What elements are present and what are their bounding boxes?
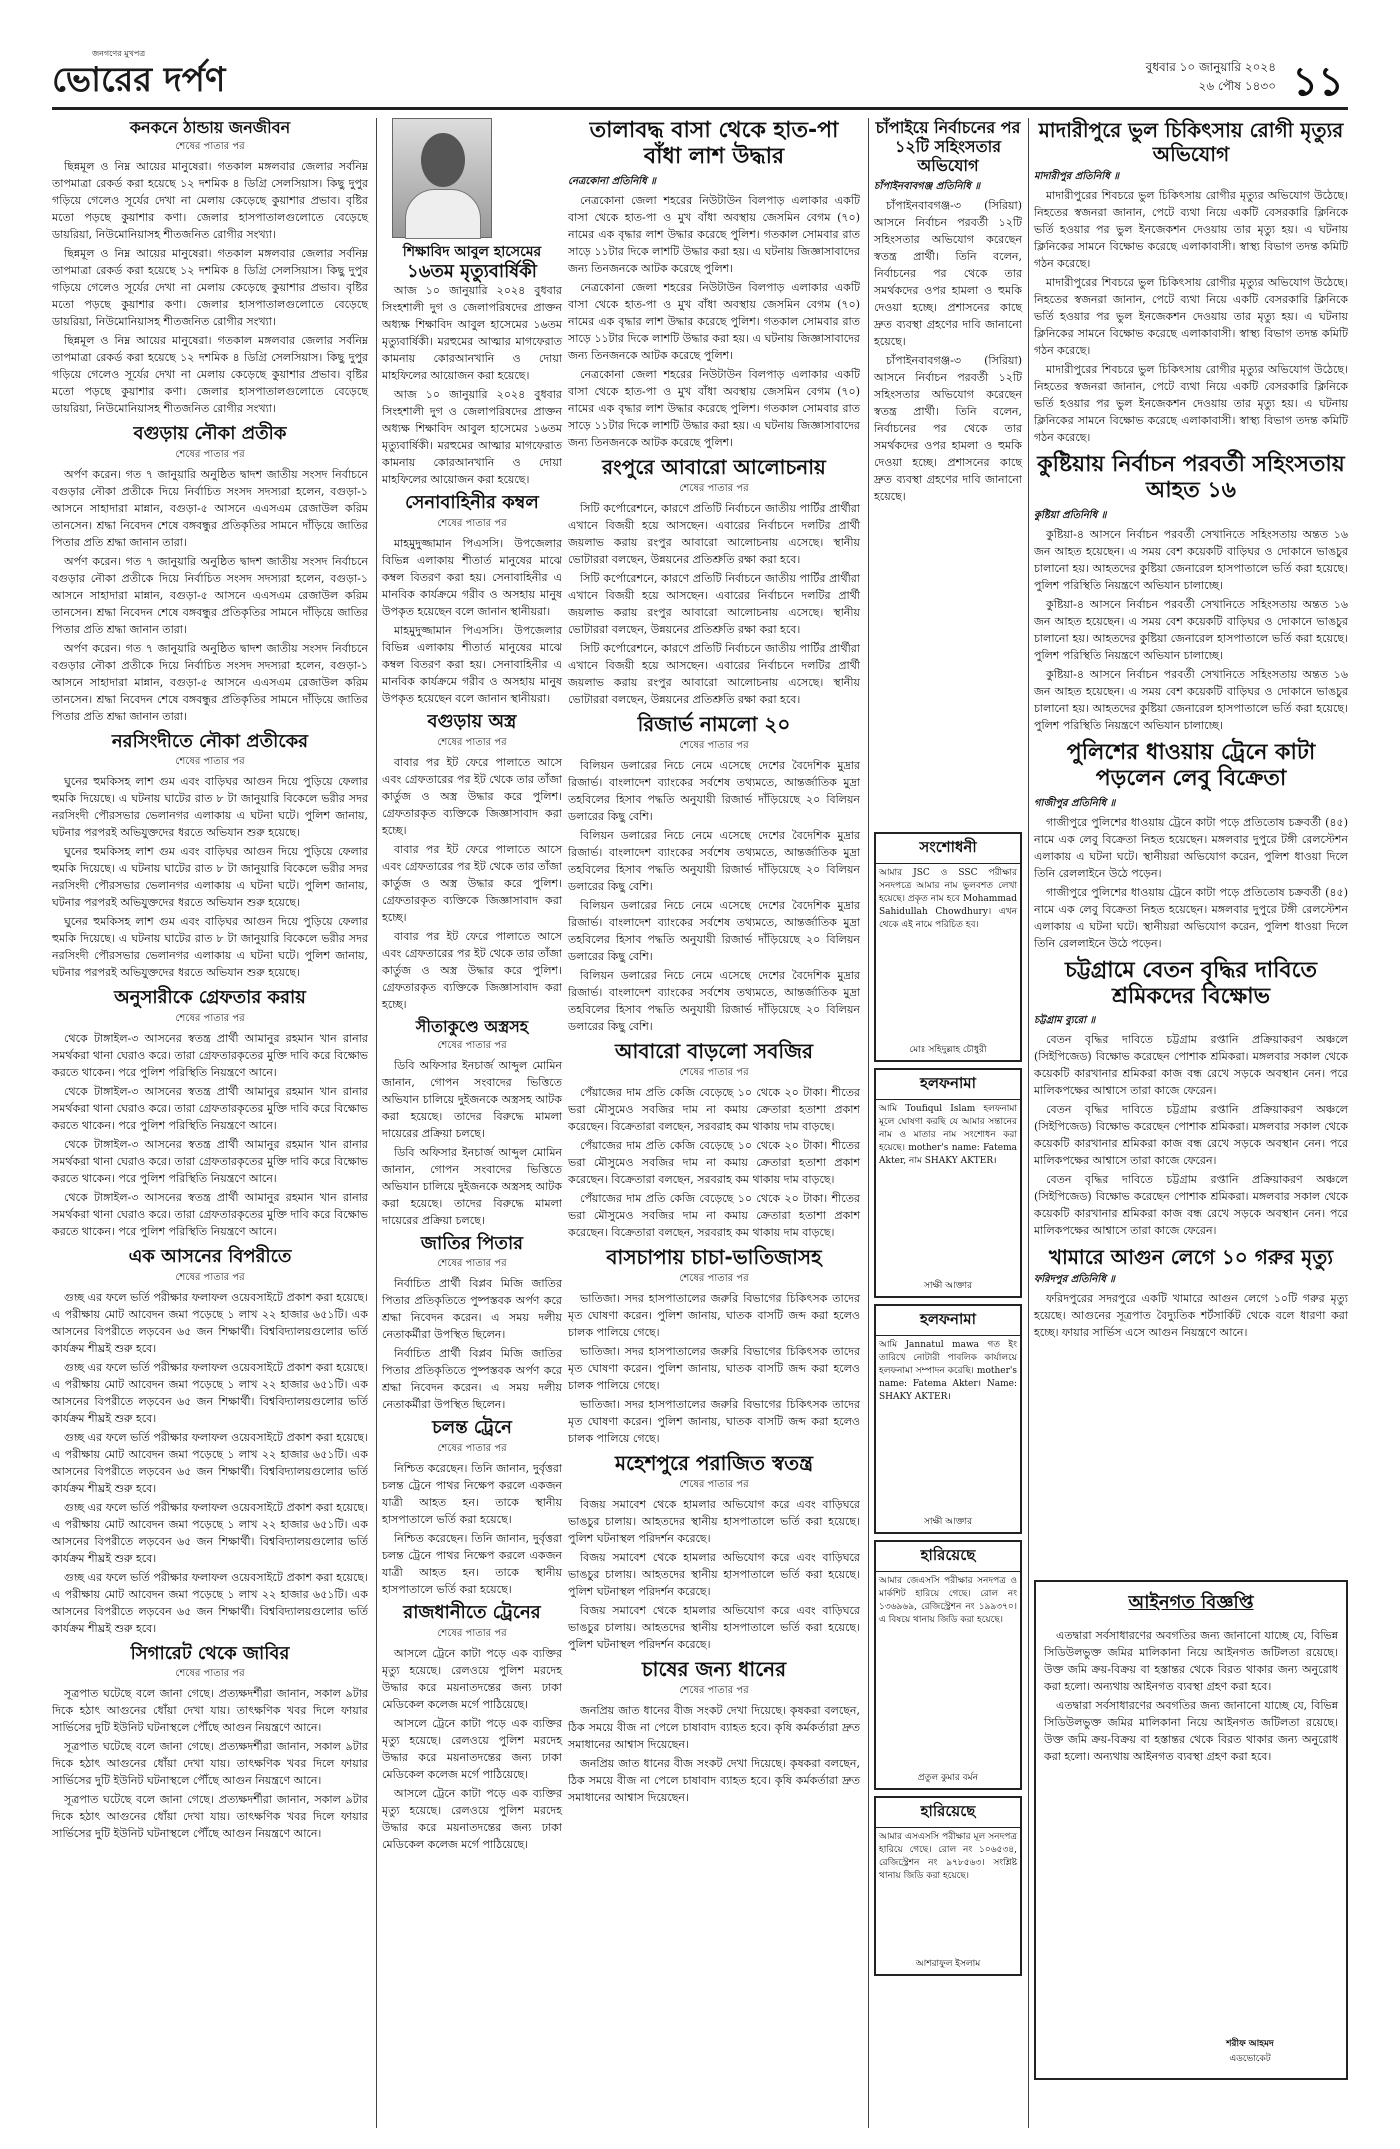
article-body: অর্পণ করেন। গত ৭ জানুয়ারি অনুষ্ঠিত দ্বাদশ জাতীয় সংসদ নির্বাচনে বগুড়ার নৌকা প্রতীকে দিয়ে নির্বাচিত সংসদ সদস্যরা হলেন, বগুড়া-১ আসনে সাহাদারা মান্নান, বগুড়া-৫ আসনে এএসএম রেজাউল করিম তানসেন। শ্রদ্ধা নিবেদন শেষে বঙ্গবন্ধুর প্রতিকৃতির সামনে দাঁড়িয়ে জাতির পিতার প্রতি শ্রদ্ধা জানান তারা। bbox=[52, 554, 368, 636]
continued-label: শেষের পাতার পর bbox=[679, 739, 749, 751]
headline: রাজধানীতে ট্রেনের bbox=[403, 1601, 541, 1623]
article-body: নির্বাচিত প্রার্থী বিপ্লব মিজি জাতির পিতার প্রতিকৃতিতে পুষ্পস্তবক অর্পণ করে শ্রদ্ধা নিবেদন করেন। এ সময় দলীয় নেতাকর্মীরা উপস্থিত ছিলেন। bbox=[382, 1277, 562, 1342]
headline: কুষ্টিয়ায় নির্বাচন পরবর্তী সহিংসতায় আহত ১৬ bbox=[1037, 452, 1345, 504]
byline: চাঁপাইনবাবগঞ্জ প্রতিনিধি ॥ bbox=[874, 180, 981, 192]
headline: কনকনে ঠান্ডায় জনজীবন bbox=[129, 118, 291, 137]
column-divider bbox=[868, 118, 869, 2128]
headline: আবারো বাড়লো সবজির bbox=[615, 1038, 813, 1063]
article-body: বিজয় সমাবেশ থেকে হামলার অভিযোগ করে এবং বাড়িঘরে ভাঙচুর চালায়। আহতদের স্থানীয় হাসপাতালে ভর্তি করা হয়েছে। পুলিশ ঘটনাস্থল পরিদর্শন করেছে। bbox=[568, 1497, 860, 1545]
signature-title: এডভোকেট bbox=[1229, 2054, 1271, 2064]
continued-label: শেষের পাতার পর bbox=[437, 1442, 507, 1454]
article-body: বাবার পর ইট ফেরে পালাতে আসে এবং গ্রেফতারের পর ইট থেকে তার তাঁজা কার্তুজ ও অস্ত্র উদ্ধার করে পুলিশ। গ্রেফতারকৃত ব্যক্তিকে জিজ্ঞাসাবাদ করা হচ্ছে। bbox=[382, 929, 562, 1011]
article-body: গাজীপুরে পুলিশের ধাওয়ায় ট্রেনে কাটা পড়ে প্রতিতোষ চক্রবর্তী (৪৫) নামে এক লেবু বিক্রেতা নিহত হয়েছেন। মঙ্গলবার দুপুরে টঙ্গী রেলস্টেশন এলাকায় এ ঘটনা ঘটে। স্থানীয়রা অভিযোগ করেন, পুলিশ ধাওয়া দিলে তিনি রেললাইনে উঠে পড়েন। bbox=[1034, 815, 1348, 880]
article-body: গুচ্ছ এর ফলে ভর্তি পরীক্ষার ফলাফল ওয়েবসাইটে প্রকাশ করা হয়েছে। এ পরীক্ষায় মোট আবেদন জমা পড়েছে ১ লাখ ২২ হাজার ৬৫১টি। এক আসনের বিপরীতে লড়বেন ৬৫ জন শিক্ষার্থী। বিশ্ববিদ্যালয়গুলোর ভর্তি কার্যক্রম শীঘ্রই শুরু হবে। bbox=[52, 1360, 368, 1425]
article-body: চাঁপাইনবাবগঞ্জ-৩ (সিরিয়া) আসনে নির্বাচন পরবর্তী ১২টি সহিংসতার অভিযোগ করেছেন স্বতন্ত্র প্রার্থী। তিনি বলেন, নির্বাচনের পর থেকে তার সমর্থকদের ওপর হামলা ও হুমকি দেওয়া হচ্ছে। প্রশাসনের কাছে দ্রুত ব্যবস্থা গ্রহণের দাবি জানানো হয়েছে। bbox=[874, 353, 1022, 503]
continued-label: শেষের পাতার পর bbox=[679, 1684, 749, 1696]
article-body: সূত্রপাত ঘটেছে বলে জানা গেছে। প্রত্যক্ষদর্শীরা জানান, সকাল ৯টার দিকে হঠাৎ আগুনের ধোঁয়া দেখা যায়। তাৎক্ষণিক খবর দিলে ফায়ার সার্ভিসের দুটি ইউনিট ঘটনাস্থলে পৌঁছে আগুন নিয়ন্ত্রণে আনে। bbox=[52, 1740, 368, 1788]
article-body: নেত্রকোনা জেলা শহরের নিউটাউন বিলপাড় এলাকার একটি বাসা থেকে হাত-পা ও মুখ বাঁধা অবস্থায় জেসমিন বেগম (৭০) নামের এক বৃদ্ধার লাশ উদ্ধার করেছে পুলিশ। গতকাল সোমবার রাত সাড়ে ১১টার দিকে লাশটি উদ্ধার করা হয়। এ ঘটনায় জিজ্ঞাসাবাদের জন্য তিনজনকে আটক করেছে পুলিশ। bbox=[568, 367, 860, 449]
article-body: ভাতিজা। সদর হাসপাতালের জরুরি বিভাগের চিকিৎসক তাদের মৃত ঘোষণা করেন। পুলিশ জানায়, ঘাতক বাসটি জব্দ করা হলেও চালক পালিয়ে গেছে। bbox=[568, 1344, 860, 1392]
article-body: বাবার পর ইট ফেরে পালাতে আসে এবং গ্রেফতারের পর ইট থেকে তার তাঁজা কার্তুজ ও অস্ত্র উদ্ধার করে পুলিশ। গ্রেফতারকৃত ব্যক্তিকে জিজ্ঞাসাবাদ করা হচ্ছে। bbox=[382, 842, 562, 924]
article-body: মাহমুদুজ্জামান পিএসসি। উপজেলার বিভিন্ন এলাকায় শীতার্ত মানুষের মাঝে কম্বল বিতরণ করা হয়। সেনাবাহিনীর এ মানবিক কার্যক্রমে গরীব ও অসহায় মানুষ উপকৃত হয়েছেন বলে জানান স্থানীয়রা। bbox=[382, 623, 562, 705]
notice-box-lost-2 bbox=[874, 1796, 1022, 1976]
headline: রংপুরে আবারো আলোচনায় bbox=[602, 454, 826, 479]
headline: মহেশপুরে পরাজিত স্বতন্ত্র bbox=[614, 1450, 814, 1475]
headline: সেনাবাহিনীর কম্বল bbox=[405, 492, 539, 514]
article-body: অর্পণ করেন। গত ৭ জানুয়ারি অনুষ্ঠিত দ্বাদশ জাতীয় সংসদ নির্বাচনে বগুড়ার নৌকা প্রতীকে দিয়ে নির্বাচিত সংসদ সদস্যরা হলেন, বগুড়া-১ আসনে সাহাদারা মান্নান, বগুড়া-৫ আসনে এএসএম রেজাউল করিম তানসেন। শ্রদ্ধা নিবেদন শেষে বঙ্গবন্ধুর প্রতিকৃতির সামনে দাঁড়িয়ে জাতির পিতার প্রতি শ্রদ্ধা জানান তারা। bbox=[52, 467, 368, 549]
date-line-2: ২৬ পৌষ ১৪৩০ bbox=[1198, 79, 1276, 93]
article-body: মাহমুদুজ্জামান পিএসসি। উপজেলার বিভিন্ন এলাকায় শীতার্ত মানুষের মাঝে কম্বল বিতরণ করা হয়। সেনাবাহিনীর এ মানবিক কার্যক্রমে গরীব ও অসহায় মানুষ উপকৃত হয়েছেন বলে জানান স্থানীয়রা। bbox=[382, 536, 562, 618]
article-body: পেঁয়াজের দাম প্রতি কেজি বেড়েছে ১০ থেকে ২০ টাকা। শীতের ভরা মৌসুমেও সবজির দাম না কমায় ক্রেতারা হতাশা প্রকাশ করেছেন। বিক্রেতারা বলছেন, সরবরাহ কম থাকায় দাম বাড়ছে। bbox=[568, 1085, 860, 1133]
headline: বগুড়ায় নৌকা প্রতীক bbox=[133, 423, 287, 445]
headline: রিজার্ভ নামলো ২০ bbox=[637, 711, 791, 736]
byline: গাজীপুর প্রতিনিধি ॥ bbox=[1034, 797, 1116, 809]
article-body: বিলিয়ন ডলারের নিচে নেমে এসেছে দেশের বৈদেশিক মুদ্রার রিজার্ভ। বাংলাদেশ ব্যাংকের সর্বশেষ তথ্যমতে, আন্তর্জাতিক মুদ্রা তহবিলের হিসাব পদ্ধতি অনুযায়ী রিজার্ভ দাঁড়িয়েছে ২০ বিলিয়ন ডলারের কিছু বেশি। bbox=[568, 898, 860, 963]
continued-label: শেষের পাতার পর bbox=[679, 1272, 749, 1284]
notice-box-title: হারিয়েছে bbox=[876, 1798, 1020, 1828]
headline: বগুড়ায় অস্ত্র bbox=[427, 710, 517, 732]
article-body: সিটি কর্পোরেশনে, কারণে প্রতিটি নির্বাচনে জাতীয় পার্টির প্রার্থীরা এখানে বিজয়ী হয়ে আসছেন। এবারের নির্বাচনে দলটির প্রার্থী জয়লাভ করায় রংপুর আবারো আলোচনায় এসেছে। স্থানীয় ভোটাররা বলছেন, উন্নয়নের প্রতিশ্রুতি রক্ষা করা হবে। bbox=[568, 641, 860, 706]
notice-box-body: আমার JSC ও SSC পরীক্ষার সনদপত্রে আমার নাম ভুলবশত লেখা হয়েছে। প্রকৃত নাম হবে Mohammad Sahidullah Chowdhury। এখন থেকে এই নামে পরিচিত হব। bbox=[879, 868, 1017, 930]
article-body: বিজয় সমাবেশ থেকে হামলার অভিযোগ করে এবং বাড়িঘরে ভাঙচুর চালায়। আহতদের স্থানীয় হাসপাতালে ভর্তি করা হয়েছে। পুলিশ ঘটনাস্থল পরিদর্শন করেছে। bbox=[568, 1550, 860, 1598]
article-body: ডিবি অফিসার ইনচার্জ আব্দুল মোমিন জানান, গোপন সংবাদের ভিত্তিতে অভিযান চালিয়ে দুইজনকে অস্ত্রসহ আটক করা হয়েছে। তাদের বিরুদ্ধে মামলা দায়েরের প্রক্রিয়া চলছে। bbox=[382, 1058, 562, 1140]
article-body: আজ ১০ জানুয়ারি ২০২৪ বুধবার সিংহশালী দুগ ও জেলাপরিষদের প্রাক্তন অধ্যক্ষ শিক্ষাবিদ আবুল হাসেমের ১৬তম মৃত্যুবার্ষিকী। মরহুমের আত্মার মাগফেরাত কামনায় কোরআনখানি ও দোয়া মাহফিলের আয়োজন করা হয়েছে। bbox=[382, 388, 562, 487]
article-body: থেকে টাঙ্গাইল-৩ আসনের স্বতন্ত্র প্রার্থী আমানুর রহমান খান রানার সমর্থকরা থানা ঘেরাও করে। তারা গ্রেফতারকৃতের মুক্তি দাবি করে বিক্ষোভ করতে থাকেন। পরে পুলিশ পরিস্থিতি নিয়ন্ত্রণে আনে। bbox=[52, 1031, 368, 1079]
article-body: নিশ্চিত করেছেন। তিনি জানান, দুর্বৃত্তরা চলন্ত ট্রেনে পাথর নিক্ষেপ করলে একজন যাত্রী আহত হন। তাকে স্থানীয় হাসপাতালে ভর্তি করা হয়েছে। bbox=[382, 1461, 562, 1526]
column-3 bbox=[568, 118, 860, 2128]
article-body: ডিবি অফিসার ইনচার্জ আব্দুল মোমিন জানান, গোপন সংবাদের ভিত্তিতে অভিযান চালিয়ে দুইজনকে অস্ত্রসহ আটক করা হয়েছে। তাদের বিরুদ্ধে মামলা দায়েরের প্রক্রিয়া চলছে। bbox=[382, 1145, 562, 1227]
article-body: আসলে ট্রেনে কাটা পড়ে এক ব্যক্তির মৃত্যু হয়েছে। রেলওয়ে পুলিশ মরদেহ উদ্ধার করে ময়নাতদন্তের জন্য ঢাকা মেডিকেল কলেজ মর্গে পাঠিয়েছে। bbox=[382, 1786, 562, 1851]
article-body: জনপ্রিয় জাত ধানের বীজ সংকট দেখা দিয়েছে। কৃষকরা বলছেন, ঠিক সময়ে বীজ না পেলে চাষাবাদ ব্যাহত হবে। কৃষি কর্মকর্তারা দ্রুত সমাধানের আশ্বাস দিয়েছেন। bbox=[568, 1703, 860, 1751]
article-body: আসলে ট্রেনে কাটা পড়ে এক ব্যক্তির মৃত্যু হয়েছে। রেলওয়ে পুলিশ মরদেহ উদ্ধার করে ময়নাতদন্তের জন্য ঢাকা মেডিকেল কলেজ মর্গে পাঠিয়েছে। bbox=[382, 1646, 562, 1711]
headline: সিগারেট থেকে জাবির bbox=[130, 1642, 290, 1664]
article-body: ফরিদপুরের সদরপুরে একটি খামারে আগুন লেগে ১০টি গরুর মৃত্যু হয়েছে। আগুনের সূত্রপাত বৈদ্যুতিক শর্টসার্কিট থেকে বলে ধারণা করা হচ্ছে। ফায়ার সার্ভিস এসে আগুন নিয়ন্ত্রণে আনে। bbox=[1034, 1292, 1348, 1340]
column-4 bbox=[874, 118, 1022, 503]
article-body: জনপ্রিয় জাত ধানের বীজ সংকট দেখা দিয়েছে। কৃষকরা বলছেন, ঠিক সময়ে বীজ না পেলে চাষাবাদ ব্যাহত হবে। কৃষি কর্মকর্তারা দ্রুত সমাধানের আশ্বাস দিয়েছেন। bbox=[568, 1756, 860, 1804]
article-body: গুচ্ছ এর ফলে ভর্তি পরীক্ষার ফলাফল ওয়েবসাইটে প্রকাশ করা হয়েছে। এ পরীক্ষায় মোট আবেদন জমা পড়েছে ১ লাখ ২২ হাজার ৬৫১টি। এক আসনের বিপরীতে লড়বেন ৬৫ জন শিক্ষার্থী। বিশ্ববিদ্যালয়গুলোর ভর্তি কার্যক্রম শীঘ্রই শুরু হবে। bbox=[52, 1430, 368, 1495]
article-body: ছিন্নমূল ও নিম্ন আয়ের মানুষেরা। গতকাল মঙ্গলবার জেলার সর্বনিম্ন তাপমাত্রা রেকর্ড করা হয়েছে ১২ দশমিক ৪ ডিগ্রি সেলসিয়াস। কিছু দুপুর গড়িয়ে গেলেও সূর্যের দেখা না মেলায় কেড়েছে কুয়াশার প্রভাব। বৃষ্টির মতো পড়ছে কুয়াশার কণা। জেলার হাসপাতালগুলোতে বেড়েছে ডায়রিয়া, নিউমোনিয়াসহ শীতজনিত রোগীর সংখ্যা। bbox=[52, 160, 368, 242]
headline: বাসচাপায় চাচা-ভাতিজাসহ bbox=[606, 1244, 822, 1269]
byline: নেত্রকোনা প্রতিনিধি ॥ bbox=[568, 175, 656, 187]
masthead bbox=[52, 49, 1348, 110]
notice-signature: আশরাফুল ইসলাম bbox=[915, 1959, 981, 1969]
portrait-body-shape bbox=[405, 189, 481, 239]
article-body: সিটি কর্পোরেশনে, কারণে প্রতিটি নির্বাচনে জাতীয় পার্টির প্রার্থীরা এখানে বিজয়ী হয়ে আসছেন। এবারের নির্বাচনে দলটির প্রার্থী জয়লাভ করায় রংপুর আবারো আলোচনায় এসেছে। স্থানীয় ভোটাররা বলছেন, উন্নয়নের প্রতিশ্রুতি রক্ষা করা হবে। bbox=[568, 571, 860, 636]
notice-box-affidavit-2 bbox=[874, 1304, 1022, 1534]
article-body: বাবার পর ইট ফেরে পালাতে আসে এবং গ্রেফতারের পর ইট থেকে তার তাঁজা কার্তুজ ও অস্ত্র উদ্ধার করে পুলিশ। গ্রেফতারকৃত ব্যক্তিকে জিজ্ঞাসাবাদ করা হচ্ছে। bbox=[382, 755, 562, 837]
article-body: অর্পণ করেন। গত ৭ জানুয়ারি অনুষ্ঠিত দ্বাদশ জাতীয় সংসদ নির্বাচনে বগুড়ার নৌকা প্রতীকে দিয়ে নির্বাচিত সংসদ সদস্যরা হলেন, বগুড়া-১ আসনে সাহাদারা মান্নান, বগুড়া-৫ আসনে এএসএম রেজাউল করিম তানসেন। শ্রদ্ধা নিবেদন শেষে বঙ্গবন্ধুর প্রতিকৃতির সামনে দাঁড়িয়ে জাতির পিতার প্রতি শ্রদ্ধা জানান তারা। bbox=[52, 641, 368, 723]
byline: মাদারীপুর প্রতিনিধি ॥ bbox=[1034, 171, 1119, 182]
article-body: চাঁপাইনবাবগঞ্জ-৩ (সিরিয়া) আসনে নির্বাচন পরবর্তী ১২টি সহিংসতার অভিযোগ করেছেন স্বতন্ত্র প্রার্থী। তিনি বলেন, নির্বাচনের পর থেকে তার সমর্থকদের ওপর হামলা ও হুমকি দেওয়া হচ্ছে। প্রশাসনের কাছে দ্রুত ব্যবস্থা গ্রহণের দাবি জানানো হয়েছে। bbox=[874, 198, 1022, 348]
column-1 bbox=[52, 118, 368, 2128]
obituary-caption: শিক্ষাবিদ আবুল হাসেমের bbox=[402, 244, 542, 260]
article-body: আজ ১০ জানুয়ারি ২০২৪ বুধবার সিংহশালী দুগ ও জেলাপরিষদের প্রাক্তন অধ্যক্ষ শিক্ষাবিদ আবুল হাসেমের ১৬তম মৃত্যুবার্ষিকী। মরহুমের আত্মার মাগফেরাত কামনায় কোরআনখানি ও দোয়া মাহফিলের আয়োজন করা হয়েছে। bbox=[382, 284, 562, 383]
article-body: মাদারীপুরের শিবচরে ভুল চিকিৎসায় রোগীর মৃত্যুর অভিযোগ উঠেছে। নিহতের স্বজনরা জানান, পেটে ব্যথা নিয়ে একটি বেসরকারি ক্লিনিকে ভর্তি হওয়ার পর ভুল ইনজেকশন দেওয়ায় তার মৃত্যু হয়। এ ঘটনায় ক্লিনিকের সামনে বিক্ষোভ করেছে এলাকাবাসী। স্বাস্থ্য বিভাগ তদন্ত কমিটি গঠন করেছে। bbox=[1034, 189, 1348, 270]
article-body: নেত্রকোনা জেলা শহরের নিউটাউন বিলপাড় এলাকার একটি বাসা থেকে হাত-পা ও মুখ বাঁধা অবস্থায় জেসমিন বেগম (৭০) নামের এক বৃদ্ধার লাশ উদ্ধার করেছে পুলিশ। গতকাল সোমবার রাত সাড়ে ১১টার দিকে লাশটি উদ্ধার করা হয়। এ ঘটনায় জিজ্ঞাসাবাদের জন্য তিনজনকে আটক করেছে পুলিশ। bbox=[568, 193, 860, 275]
notice-box-title: সংশোধনী bbox=[876, 834, 1020, 864]
article-body: মাদারীপুরের শিবচরে ভুল চিকিৎসায় রোগীর মৃত্যুর অভিযোগ উঠেছে। নিহতের স্বজনরা জানান, পেটে ব্যথা নিয়ে একটি বেসরকারি ক্লিনিকে ভর্তি হওয়ার পর ভুল ইনজেকশন দেওয়ায় তার মৃত্যু হয়। এ ঘটনায় ক্লিনিকের সামনে বিক্ষোভ করেছে এলাকাবাসী। স্বাস্থ্য বিভাগ তদন্ত কমিটি গঠন করেছে। bbox=[1034, 363, 1348, 444]
article-body: গুচ্ছ এর ফলে ভর্তি পরীক্ষার ফলাফল ওয়েবসাইটে প্রকাশ করা হয়েছে। এ পরীক্ষায় মোট আবেদন জমা পড়েছে ১ লাখ ২২ হাজার ৬৫১টি। এক আসনের বিপরীতে লড়বেন ৬৫ জন শিক্ষার্থী। বিশ্ববিদ্যালয়গুলোর ভর্তি কার্যক্রম শীঘ্রই শুরু হবে। bbox=[52, 1570, 368, 1635]
legal-notice-signature bbox=[1170, 2036, 1330, 2066]
byline: চট্টগ্রাম ব্যুরো ॥ bbox=[1034, 1015, 1096, 1027]
notice-box-body: আমার জেএসসি পরীক্ষার সনদপত্র ও মার্কশিট হারিয়ে গেছে। রোল নং ১৩৬৯৬৯, রেজিস্ট্রেশন নং ১৯৯৩৭০। এ বিষয়ে থানায় জিডি করা হয়েছে। bbox=[879, 1576, 1017, 1625]
article-body: ভাতিজা। সদর হাসপাতালের জরুরি বিভাগের চিকিৎসক তাদের মৃত ঘোষণা করেন। পুলিশ জানায়, ঘাতক বাসটি জব্দ করা হলেও চালক পালিয়ে গেছে। bbox=[568, 1397, 860, 1445]
article-body: গাজীপুরে পুলিশের ধাওয়ায় ট্রেনে কাটা পড়ে প্রতিতোষ চক্রবর্তী (৪৫) নামে এক লেবু বিক্রেতা নিহত হয়েছেন। মঙ্গলবার দুপুরে টঙ্গী রেলস্টেশন এলাকায় এ ঘটনা ঘটে। স্থানীয়রা অভিযোগ করেন, পুলিশ ধাওয়া দিলে তিনি রেললাইনে উঠে পড়েন। bbox=[1034, 885, 1348, 950]
legal-notice-body: এতদ্বারা সর্বসাধারণের অবগতির জন্য জানানো যাচ্ছে যে, বিভিন্ন সিডিউলভুক্ত জমির মালিকানা নিয়ে আইনগত জটিলতা রয়েছে। উক্ত জমি ক্রয়-বিক্রয় বা হস্তান্তর থেকে বিরত থাকার জন্য অনুরোধ করা হলো। অন্যথায় আইনগত ব্যবস্থা গ্রহণ করা হবে। এতদ্বারা সর্বসাধারণের অবগতির জন্য জানানো যাচ্ছে যে, বিভিন্ন সিডিউলভুক্ত জমির মালিকানা নিয়ে আইনগত জটিলতা রয়েছে। উক্ত জমি ক্রয়-বিক্রয় বা হস্তান্তর থেকে বিরত থাকার জন্য অনুরোধ করা হলো। অন্যথায় আইনগত ব্যবস্থা গ্রহণ করা হবে। bbox=[1044, 1629, 1338, 1763]
article-body: কুষ্টিয়া-৪ আসনে নির্বাচন পরবর্তী সেখানিতে সহিংসতায় অন্তত ১৬ জন আহত হয়েছেন। এ সময় বেশ কয়েকটি বাড়িঘর ও দোকানে ভাঙচুর চালানো হয়। আহতদের কুষ্টিয়া জেনারেল হাসপাতালে ভর্তি করা হয়েছে। পুলিশ পরিস্থিতি নিয়ন্ত্রণে অভিযান চালাচ্ছে। bbox=[1034, 667, 1348, 732]
article-body: নির্বাচিত প্রার্থী বিপ্লব মিজি জাতির পিতার প্রতিকৃতিতে পুষ্পস্তবক অর্পণ করে শ্রদ্ধা নিবেদন করেন। এ সময় দলীয় নেতাকর্মীরা উপস্থিত ছিলেন। bbox=[382, 1347, 562, 1412]
headline: চলন্ত ট্রেনে bbox=[432, 1417, 512, 1439]
headline: অনুসারীকে গ্রেফতার করায় bbox=[114, 987, 306, 1009]
continued-label: শেষের পাতার পর bbox=[175, 141, 245, 153]
headline: মাদারীপুরে ভুল চিকিৎসায় রোগী মৃত্যুর অভিযোগ bbox=[1038, 118, 1344, 166]
article-body: গুচ্ছ এর ফলে ভর্তি পরীক্ষার ফলাফল ওয়েবসাইটে প্রকাশ করা হয়েছে। এ পরীক্ষায় মোট আবেদন জমা পড়েছে ১ লাখ ২২ হাজার ৬৫১টি। এক আসনের বিপরীতে লড়বেন ৬৫ জন শিক্ষার্থী। বিশ্ববিদ্যালয়গুলোর ভর্তি কার্যক্রম শীঘ্রই শুরু হবে। bbox=[52, 1290, 368, 1355]
headline: এক আসনের বিপরীতে bbox=[128, 1245, 292, 1267]
headline: খামারে আগুন লেগে ১০ গরুর মৃত্যু bbox=[1048, 1245, 1334, 1270]
article-body: থেকে টাঙ্গাইল-৩ আসনের স্বতন্ত্র প্রার্থী আমানুর রহমান খান রানার সমর্থকরা থানা ঘেরাও করে। তারা গ্রেফতারকৃতের মুক্তি দাবি করে বিক্ষোভ করতে থাকেন। পরে পুলিশ পরিস্থিতি নিয়ন্ত্রণে আনে। bbox=[52, 1084, 368, 1132]
article-body: নিশ্চিত করেছেন। তিনি জানান, দুর্বৃত্তরা চলন্ত ট্রেনে পাথর নিক্ষেপ করলে একজন যাত্রী আহত হন। তাকে স্থানীয় হাসপাতালে ভর্তি করা হয়েছে। bbox=[382, 1531, 562, 1596]
notice-signature: প্রতুল কুমার বর্মন bbox=[917, 1773, 979, 1783]
column-2 bbox=[382, 244, 562, 2128]
column-divider bbox=[376, 118, 377, 2128]
notice-box-affidavit-1 bbox=[874, 1068, 1022, 1298]
newspaper-logo: জনগণের মুখপত্র ভোরের দর্পণ bbox=[52, 49, 226, 100]
article-body: সিটি কর্পোরেশনে, কারণে প্রতিটি নির্বাচনে জাতীয় পার্টির প্রার্থীরা এখানে বিজয়ী হয়ে আসছেন। এবারের নির্বাচনে দলটির প্রার্থী জয়লাভ করায় রংপুর আবারো আলোচনায় এসেছে। স্থানীয় ভোটাররা বলছেন, উন্নয়নের প্রতিশ্রুতি রক্ষা করা হবে। bbox=[568, 501, 860, 566]
continued-label: শেষের পাতার পর bbox=[175, 1271, 245, 1283]
notice-signature: সাক্ষী আক্তার bbox=[923, 1281, 973, 1291]
article-body: বিলিয়ন ডলারের নিচে নেমে এসেছে দেশের বৈদেশিক মুদ্রার রিজার্ভ। বাংলাদেশ ব্যাংকের সর্বশেষ তথ্যমতে, আন্তর্জাতিক মুদ্রা তহবিলের হিসাব পদ্ধতি অনুযায়ী রিজার্ভ দাঁড়িয়েছে ২০ বিলিয়ন ডলারের কিছু বেশি। bbox=[568, 828, 860, 893]
continued-label: শেষের পাতার পর bbox=[175, 1012, 245, 1024]
article-body: আসলে ট্রেনে কাটা পড়ে এক ব্যক্তির মৃত্যু হয়েছে। রেলওয়ে পুলিশ মরদেহ উদ্ধার করে ময়নাতদন্তের জন্য ঢাকা মেডিকেল কলেজ মর্গে পাঠিয়েছে। bbox=[382, 1716, 562, 1781]
headline: তালাবদ্ধ বাসা থেকে হাত-পা বাঁধা লাশ উদ্ধার bbox=[589, 118, 839, 170]
continued-label: শেষের পাতার পর bbox=[175, 448, 245, 460]
portrait-photo bbox=[392, 118, 492, 238]
notice-box-body: আমার এসএসসি পরীক্ষার মূল সনদপত্র হারিয়ে গেছে। রোল নং ১০৬৫৩৪, রেজিস্ট্রেশন নং ৯৭৮৫৬৩। সংশ্লিষ্ট থানায় জিডি করা হয়েছে। bbox=[879, 1832, 1017, 1881]
headline: পুলিশের ধাওয়ায় ট্রেনে কাটা পড়লেন লেবু বিক্রেতা bbox=[1066, 739, 1316, 792]
notice-box-body: আমি Jannatul mawa গত ইং তারিখে নোটারী পাবলিক কার্যালয়ে হলফনামা সম্পাদন করেছি। mother's name: Fatema Akter। Name: SHAKY AKTER। bbox=[879, 1340, 1017, 1402]
article-body: থেকে টাঙ্গাইল-৩ আসনের স্বতন্ত্র প্রার্থী আমানুর রহমান খান রানার সমর্থকরা থানা ঘেরাও করে। তারা গ্রেফতারকৃতের মুক্তি দাবি করে বিক্ষোভ করতে থাকেন। পরে পুলিশ পরিস্থিতি নিয়ন্ত্রণে আনে। bbox=[52, 1190, 368, 1238]
headline: জাতির পিতার bbox=[420, 1232, 524, 1254]
logo-tagline: জনগণের মুখপত্র bbox=[92, 49, 146, 58]
article-body: নেত্রকোনা জেলা শহরের নিউটাউন বিলপাড় এলাকার একটি বাসা থেকে হাত-পা ও মুখ বাঁধা অবস্থায় জেসমিন বেগম (৭০) নামের এক বৃদ্ধার লাশ উদ্ধার করেছে পুলিশ। গতকাল সোমবার রাত সাড়ে ১১টার দিকে লাশটি উদ্ধার করা হয়। এ ঘটনায় জিজ্ঞাসাবাদের জন্য তিনজনকে আটক করেছে পুলিশ। bbox=[568, 280, 860, 362]
column-5 bbox=[1034, 118, 1348, 1578]
notice-box-body: আমি Toufiqul Islam হলফনামা মূলে ঘোষণা করছি যে আমার সন্তানের নাম ও মাতার নাম সংশোধন করা হয়েছে। mother's name: Fatema Akter, নাম SHAKY AKTER। bbox=[879, 1104, 1017, 1166]
article-body: ঘুনের হুমকিসহ লাশ গুম এবং বাড়িঘর আগুন দিয়ে পুড়িয়ে ফেলার হুমকি দিয়েছে। এ ঘটনায় ঘাটের রাত ৮ টা জানুয়ারি বিকেলে ভরীর সদর নরসিংদী পৌরসভার ভেলানগর এলাকায় এ ঘটনা ঘটে। পুলিশ জানায়, ঘটনার পরপরই অভিযুক্তদের ধরতে অভিযান শুরু হয়েছে। bbox=[52, 775, 368, 840]
headline: চাষের জন্য ধানের bbox=[641, 1656, 787, 1681]
continued-label: শেষের পাতার পর bbox=[437, 736, 507, 748]
article-body: পেঁয়াজের দাম প্রতি কেজি বেড়েছে ১০ থেকে ২০ টাকা। শীতের ভরা মৌসুমেও সবজির দাম না কমায় ক্রেতারা হতাশা প্রকাশ করেছেন। বিক্রেতারা বলছেন, সরবরাহ কম থাকায় দাম বাড়ছে। bbox=[568, 1191, 860, 1239]
article-body: মাদারীপুরের শিবচরে ভুল চিকিৎসায় রোগীর মৃত্যুর অভিযোগ উঠেছে। নিহতের স্বজনরা জানান, পেটে ব্যথা নিয়ে একটি বেসরকারি ক্লিনিকে ভর্তি হওয়ার পর ভুল ইনজেকশন দেওয়ায় তার মৃত্যু হয়। এ ঘটনায় ক্লিনিকের সামনে বিক্ষোভ করেছে এলাকাবাসী। স্বাস্থ্য বিভাগ তদন্ত কমিটি গঠন করেছে। bbox=[1034, 276, 1348, 357]
notice-box-lost-1 bbox=[874, 1540, 1022, 1790]
continued-label: শেষের পাতার পর bbox=[437, 1627, 507, 1639]
article-body: থেকে টাঙ্গাইল-৩ আসনের স্বতন্ত্র প্রার্থী আমানুর রহমান খান রানার সমর্থকরা থানা ঘেরাও করে। তারা গ্রেফতারকৃতের মুক্তি দাবি করে বিক্ষোভ করতে থাকেন। পরে পুলিশ পরিস্থিতি নিয়ন্ত্রণে আনে। bbox=[52, 1137, 368, 1185]
notice-signature: মোঃ সহিদুল্লাহ চৌধুরী bbox=[909, 1045, 987, 1055]
article-body: বেতন বৃদ্ধির দাবিতে চট্টগ্রাম রপ্তানি প্রক্রিয়াকরণ অঞ্চলে (সিইপিজেড) বিক্ষোভ করেছেন পোশাক শ্রমিকরা। মঙ্গলবার সকাল থেকে কয়েকটি কারখানার শ্রমিকরা কাজ বন্ধ রেখে সড়কে অবস্থান নেন। পরে মালিকপক্ষের আশ্বাসে তারা কাজে ফেরেন। bbox=[1034, 1033, 1348, 1098]
article-body: পেঁয়াজের দাম প্রতি কেজি বেড়েছে ১০ থেকে ২০ টাকা। শীতের ভরা মৌসুমেও সবজির দাম না কমায় ক্রেতারা হতাশা প্রকাশ করেছেন। বিক্রেতারা বলছেন, সরবরাহ কম থাকায় দাম বাড়ছে। bbox=[568, 1138, 860, 1186]
article-body: ঘুনের হুমকিসহ লাশ গুম এবং বাড়িঘর আগুন দিয়ে পুড়িয়ে ফেলার হুমকি দিয়েছে। এ ঘটনায় ঘাটের রাত ৮ টা জানুয়ারি বিকেলে ভরীর সদর নরসিংদী পৌরসভার ভেলানগর এলাকায় এ ঘটনা ঘটে। পুলিশ জানায়, ঘটনার পরপরই অভিযুক্তদের ধরতে অভিযান শুরু হয়েছে। bbox=[52, 845, 368, 910]
article-body: গুচ্ছ এর ফলে ভর্তি পরীক্ষার ফলাফল ওয়েবসাইটে প্রকাশ করা হয়েছে। এ পরীক্ষায় মোট আবেদন জমা পড়েছে ১ লাখ ২২ হাজার ৬৫১টি। এক আসনের বিপরীতে লড়বেন ৬৫ জন শিক্ষার্থী। বিশ্ববিদ্যালয়গুলোর ভর্তি কার্যক্রম শীঘ্রই শুরু হবে। bbox=[52, 1500, 368, 1565]
notice-box-title: হলফনামা bbox=[876, 1306, 1020, 1336]
page-number: ১১ bbox=[1292, 59, 1344, 105]
article-body: বিলিয়ন ডলারের নিচে নেমে এসেছে দেশের বৈদেশিক মুদ্রার রিজার্ভ। বাংলাদেশ ব্যাংকের সর্বশেষ তথ্যমতে, আন্তর্জাতিক মুদ্রা তহবিলের হিসাব পদ্ধতি অনুযায়ী রিজার্ভ দাঁড়িয়েছে ২০ বিলিয়ন ডলারের কিছু বেশি। bbox=[568, 968, 860, 1033]
notice-box-title: হারিয়েছে bbox=[876, 1542, 1020, 1572]
article-body: ঘুনের হুমকিসহ লাশ গুম এবং বাড়িঘর আগুন দিয়ে পুড়িয়ে ফেলার হুমকি দিয়েছে। এ ঘটনায় ঘাটের রাত ৮ টা জানুয়ারি বিকেলে ভরীর সদর নরসিংদী পৌরসভার ভেলানগর এলাকায় এ ঘটনা ঘটে। পুলিশ জানায়, ঘটনার পরপরই অভিযুক্তদের ধরতে অভিযান শুরু হয়েছে। bbox=[52, 915, 368, 980]
continued-label: শেষের পাতার পর bbox=[437, 1258, 507, 1270]
legal-notice-box bbox=[1034, 1580, 1348, 2080]
article-body: ভাতিজা। সদর হাসপাতালের জরুরি বিভাগের চিকিৎসক তাদের মৃত ঘোষণা করেন। পুলিশ জানায়, ঘাতক বাসটি জব্দ করা হলেও চালক পালিয়ে গেছে। bbox=[568, 1291, 860, 1339]
byline: ফরিদপুর প্রতিনিধি ॥ bbox=[1034, 1274, 1115, 1286]
continued-label: শেষের পাতার পর bbox=[679, 482, 749, 494]
article-body: সূত্রপাত ঘটেছে বলে জানা গেছে। প্রত্যক্ষদর্শীরা জানান, সকাল ৯টার দিকে হঠাৎ আগুনের ধোঁয়া দেখা যায়। তাৎক্ষণিক খবর দিলে ফায়ার সার্ভিসের দুটি ইউনিট ঘটনাস্থলে পৌঁছে আগুন নিয়ন্ত্রণে আনে। bbox=[52, 1687, 368, 1735]
notice-box-correction bbox=[874, 832, 1022, 1062]
article-body: ছিন্নমূল ও নিম্ন আয়ের মানুষেরা। গতকাল মঙ্গলবার জেলার সর্বনিম্ন তাপমাত্রা রেকর্ড করা হয়েছে ১২ দশমিক ৪ ডিগ্রি সেলসিয়াস। কিছু দুপুর গড়িয়ে গেলেও সূর্যের দেখা না মেলায় কেড়েছে কুয়াশার প্রভাব। বৃষ্টির মতো পড়ছে কুয়াশার কণা। জেলার হাসপাতালগুলোতে বেড়েছে ডায়রিয়া, নিউমোনিয়াসহ শীতজনিত রোগীর সংখ্যা। bbox=[52, 247, 368, 329]
headline: সীতাকুণ্ডে অস্ত্রসহ bbox=[415, 1016, 529, 1036]
dateline bbox=[1146, 58, 1276, 96]
article-body: বিলিয়ন ডলারের নিচে নেমে এসেছে দেশের বৈদেশিক মুদ্রার রিজার্ভ। বাংলাদেশ ব্যাংকের সর্বশেষ তথ্যমতে, আন্তর্জাতিক মুদ্রা তহবিলের হিসাব পদ্ধতি অনুযায়ী রিজার্ভ দাঁড়িয়েছে ২০ বিলিয়ন ডলারের কিছু বেশি। bbox=[568, 758, 860, 823]
headline: ১৬তম মৃত্যুবার্ষিকী bbox=[407, 260, 537, 282]
legal-notice-title: আইনগত বিজ্ঞপ্তি bbox=[1128, 1592, 1254, 1613]
article-body: কুষ্টিয়া-৪ আসনে নির্বাচন পরবর্তী সেখানিতে সহিংসতায় অন্তত ১৬ জন আহত হয়েছেন। এ সময় বেশ কয়েকটি বাড়িঘর ও দোকানে ভাঙচুর চালানো হয়। আহতদের কুষ্টিয়া জেনারেল হাসপাতালে ভর্তি করা হয়েছে। পুলিশ পরিস্থিতি নিয়ন্ত্রণে অভিযান চালাচ্ছে। bbox=[1034, 597, 1348, 662]
article-body: বেতন বৃদ্ধির দাবিতে চট্টগ্রাম রপ্তানি প্রক্রিয়াকরণ অঞ্চলে (সিইপিজেড) বিক্ষোভ করেছেন পোশাক শ্রমিকরা। মঙ্গলবার সকাল থেকে কয়েকটি কারখানার শ্রমিকরা কাজ বন্ধ রেখে সড়কে অবস্থান নেন। পরে মালিকপক্ষের আশ্বাসে তারা কাজে ফেরেন। bbox=[1034, 1173, 1348, 1238]
column-divider bbox=[1028, 118, 1029, 2128]
continued-label: শেষের পাতার পর bbox=[437, 1039, 507, 1051]
article-body: সূত্রপাত ঘটেছে বলে জানা গেছে। প্রত্যক্ষদর্শীরা জানান, সকাল ৯টার দিকে হঠাৎ আগুনের ধোঁয়া দেখা যায়। তাৎক্ষণিক খবর দিলে ফায়ার সার্ভিসের দুটি ইউনিট ঘটনাস্থলে পৌঁছে আগুন নিয়ন্ত্রণে আনে। bbox=[52, 1793, 368, 1841]
byline: কুষ্টিয়া প্রতিনিধি ॥ bbox=[1034, 509, 1107, 521]
continued-label: শেষের পাতার পর bbox=[679, 1478, 749, 1490]
article-body: বেতন বৃদ্ধির দাবিতে চট্টগ্রাম রপ্তানি প্রক্রিয়াকরণ অঞ্চলে (সিইপিজেড) বিক্ষোভ করেছেন পোশাক শ্রমিকরা। মঙ্গলবার সকাল থেকে কয়েকটি কারখানার শ্রমিকরা কাজ বন্ধ রেখে সড়কে অবস্থান নেন। পরে মালিকপক্ষের আশ্বাসে তারা কাজে ফেরেন। bbox=[1034, 1103, 1348, 1168]
date-line-1: বুধবার ১০ জানুয়ারি ২০২৪ bbox=[1145, 60, 1276, 74]
headline: চাঁপাইয়ে নির্বাচনের পর ১২টি সহিংসতার অভিযোগ bbox=[875, 118, 1021, 176]
continued-label: শেষের পাতার পর bbox=[437, 517, 507, 529]
article-body: বিজয় সমাবেশ থেকে হামলার অভিযোগ করে এবং বাড়িঘরে ভাঙচুর চালায়। আহতদের স্থানীয় হাসপাতালে ভর্তি করা হয়েছে। পুলিশ ঘটনাস্থল পরিদর্শন করেছে। bbox=[568, 1603, 860, 1651]
continued-label: শেষের পাতার পর bbox=[175, 1668, 245, 1680]
notice-box-title: হলফনামা bbox=[876, 1070, 1020, 1100]
headline: নরসিংদীতে নৌকা প্রতীকের bbox=[111, 730, 309, 752]
continued-label: শেষের পাতার পর bbox=[175, 756, 245, 768]
article-body: ছিন্নমূল ও নিম্ন আয়ের মানুষেরা। গতকাল মঙ্গলবার জেলার সর্বনিম্ন তাপমাত্রা রেকর্ড করা হয়েছে ১২ দশমিক ৪ ডিগ্রি সেলসিয়াস। কিছু দুপুর গড়িয়ে গেলেও সূর্যের দেখা না মেলায় কেড়েছে কুয়াশার প্রভাব। বৃষ্টির মতো পড়ছে কুয়াশার কণা। জেলার হাসপাতালগুলোতে বেড়েছে ডায়রিয়া, নিউমোনিয়াসহ শীতজনিত রোগীর সংখ্যা। bbox=[52, 334, 368, 416]
article-body: কুষ্টিয়া-৪ আসনে নির্বাচন পরবর্তী সেখানিতে সহিংসতায় অন্তত ১৬ জন আহত হয়েছেন। এ সময় বেশ কয়েকটি বাড়িঘর ও দোকানে ভাঙচুর চালানো হয়। আহতদের কুষ্টিয়া জেনারেল হাসপাতালে ভর্তি করা হয়েছে। পুলিশ পরিস্থিতি নিয়ন্ত্রণে অভিযান চালাচ্ছে। bbox=[1034, 527, 1348, 592]
headline: চট্টগ্রামে বেতন বৃদ্ধির দাবিতে শ্রমিকদের বিক্ষোভ bbox=[1064, 957, 1318, 1009]
continued-label: শেষের পাতার পর bbox=[679, 1066, 749, 1078]
notice-signature: সাক্ষী আক্তার bbox=[923, 1517, 973, 1527]
signature-name: শরীফ আহমদ bbox=[1226, 2039, 1274, 2049]
portrait-head-shape bbox=[421, 133, 465, 187]
